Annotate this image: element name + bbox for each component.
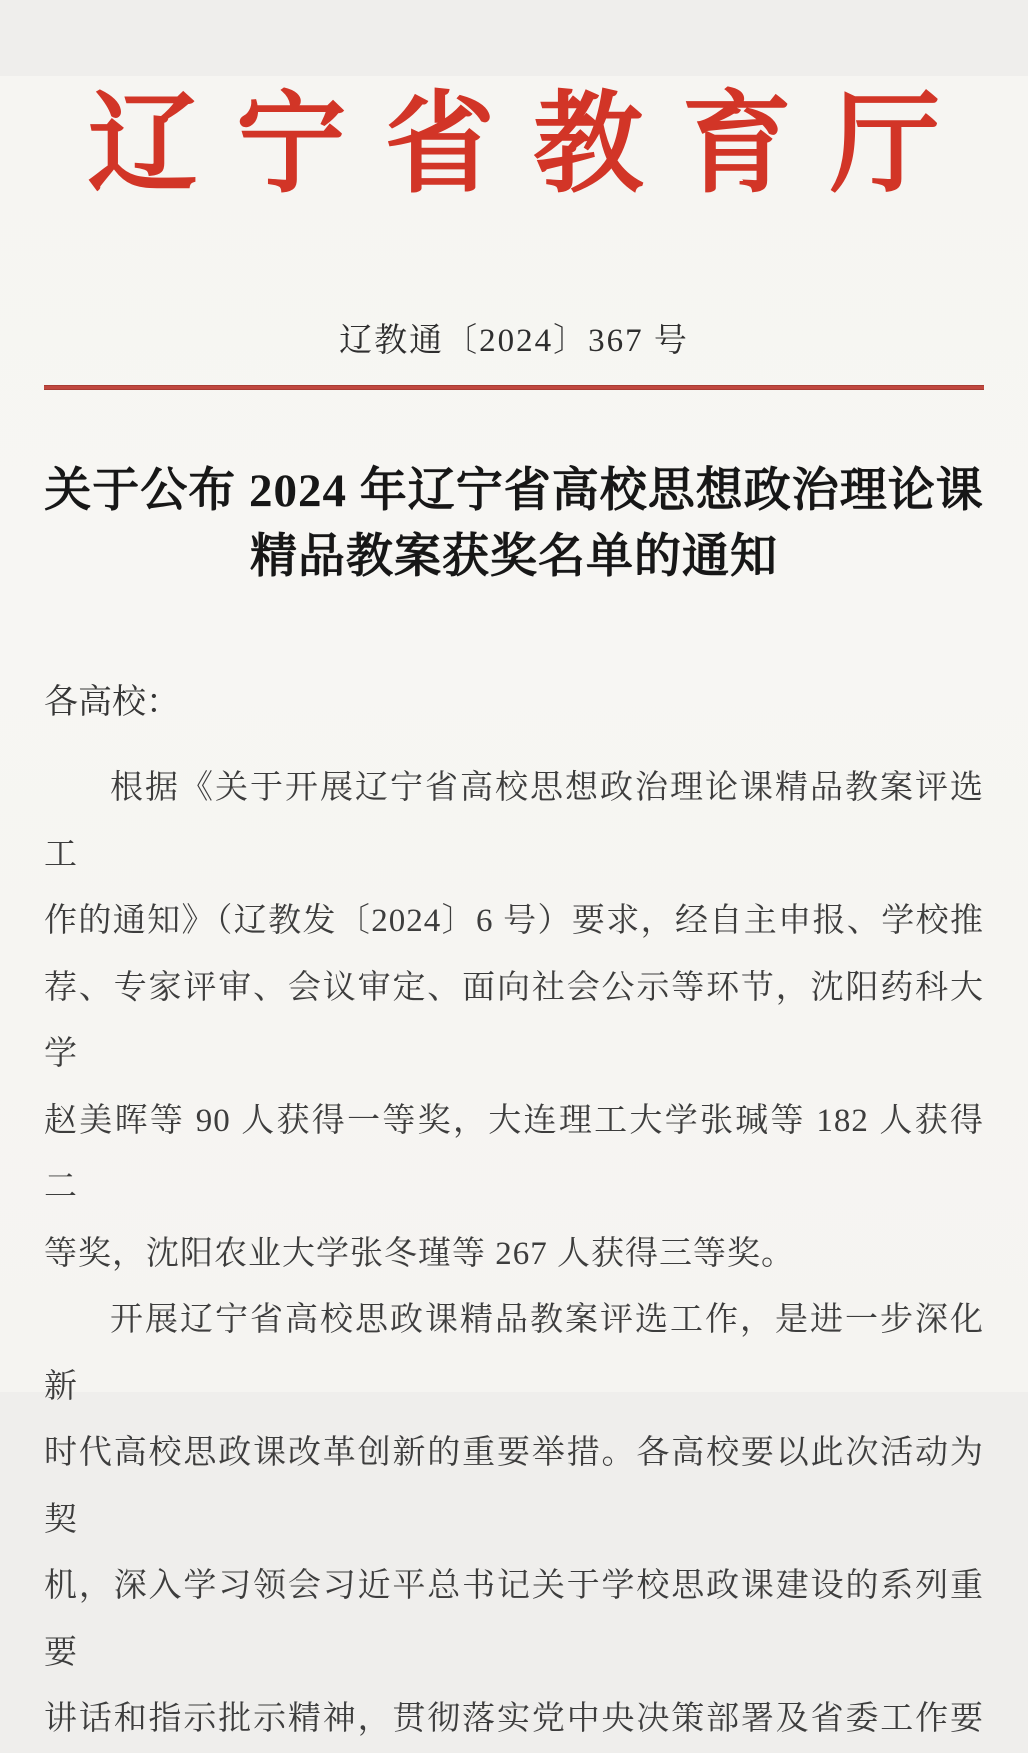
body-line: 作的通知》（辽教发〔2024〕6 号）要求，经自主申报、学校推 bbox=[44, 903, 984, 939]
document-page bbox=[0, 76, 1028, 1737]
agency-title: 辽宁省教育厅 bbox=[87, 84, 979, 206]
body-line: 荐、专家评审、会议审定、面向社会公示等环节，沈阳药科大学 bbox=[44, 969, 984, 1072]
body-line: 机，深入学习领会习近平总书记关于学校思政课建设的系列重要 bbox=[44, 1568, 984, 1671]
body-text bbox=[44, 755, 984, 1753]
notice-title-line-1: 关于公布 2024 年辽宁省高校思想政治理论课 bbox=[44, 465, 984, 517]
body-line: 等奖，沈阳农业大学张冬瑾等 267 人获得三等奖。 bbox=[44, 1235, 795, 1272]
body-line: 赵美晖等 90 人获得一等奖，大连理工大学张瑊等 182 人获得二 bbox=[44, 1102, 984, 1205]
body-line: 时代高校思政课改革创新的重要举措。各高校要以此次活动为契 bbox=[44, 1435, 984, 1538]
salutation: 各高校： bbox=[44, 684, 180, 721]
doc-number: 辽教通〔2024〕367 号 bbox=[339, 323, 689, 359]
body-line: 讲话和指示批示精神，贯彻落实党中央决策部署及省委工作要 bbox=[44, 1701, 984, 1737]
body-line: 根据《关于开展辽宁省高校思想政治理论课精品教案评选工 bbox=[44, 770, 984, 873]
body-line: 开展辽宁省高校思政课精品教案评选工作，是进一步深化新 bbox=[44, 1302, 984, 1405]
notice-title bbox=[44, 458, 984, 590]
red-divider-line bbox=[44, 385, 984, 390]
notice-title-line-2: 精品教案获奖名单的通知 bbox=[250, 531, 778, 583]
